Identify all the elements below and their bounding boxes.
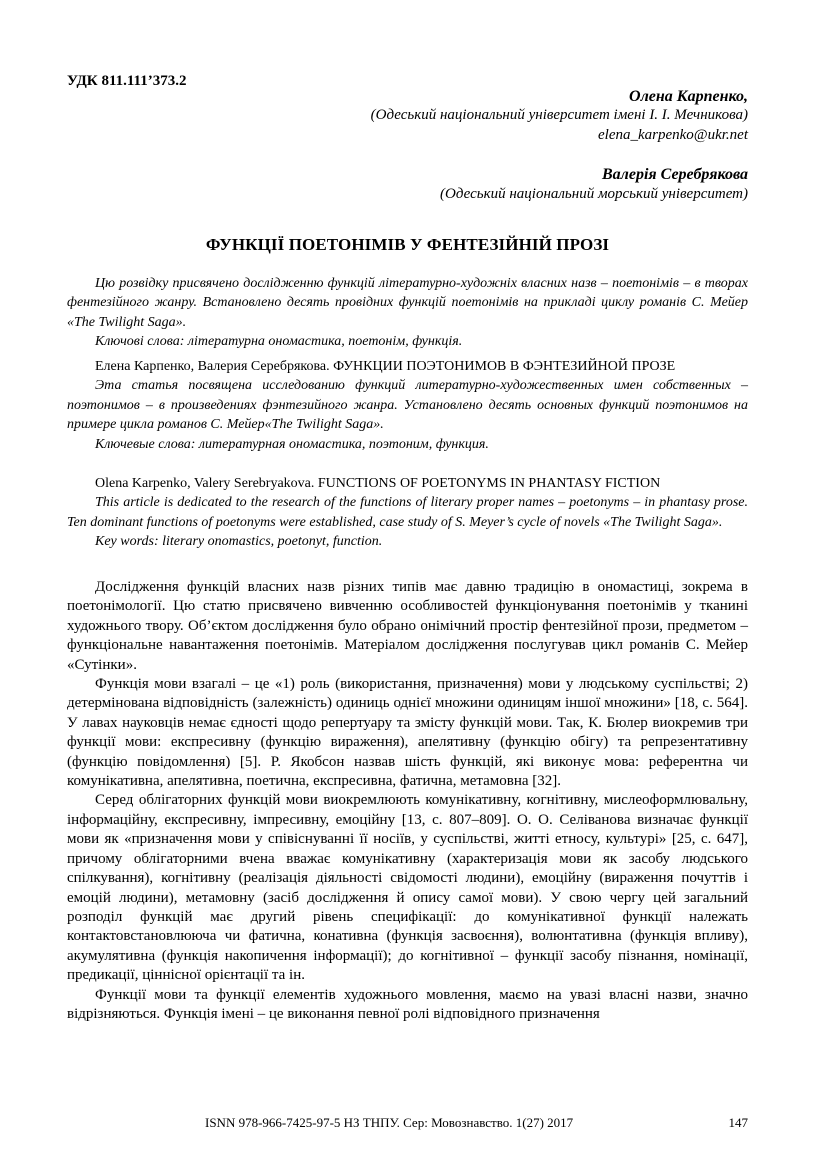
article-title: ФУНКЦІЇ ПОЕТОНІМІВ У ФЕНТЕЗІЙНІЙ ПРОЗІ	[205, 235, 610, 254]
abstract-heading: Елена Карпенко, Валерия Серебрякова. ФУНКЦИИ ПОЭТОНИМОВ В ФЭНТЕЗИЙНОЙ ПРОЗЕ	[95, 359, 676, 374]
abstract-heading: Olena Karpenko, Valery Serebryakova. FUNCTIONS OF POETONYMS IN PHANTASY FICTION	[95, 476, 661, 491]
body-paragraph: Функція мови взагалі – це «1) роль (використання, призначення) мови у людському суспільстві; 2) детермінована відповідність (залежність) одиниць однієї множини одиницям іншої множини» [18, с. 564]. У лавах науковців немає єдності щодо репертуару та змісту функцій мови. Так, К. Бюлер виокремив три функції мови: експресивну (функцію вираження), апелятивну (функцію обігу) та репрезентативну (функцію повідомлення) [5]. Р. Якобсон назвав шість функцій, які виконує мова: референтна чи комунікативна, апелятивна, поетична, експресивна, фатична, метамовна [32].	[67, 676, 748, 790]
keywords: Ключові слова: літературна ономастика, поетонім, функція.	[95, 334, 463, 350]
body-paragraph: Функції мови та функції елементів художнього мовлення, маємо на увазі власні назви, значно відрізняються. Функція імені – це виконання певної ролі відповідного призначення	[67, 986, 748, 1022]
author-affiliation: (Одеський національний університет імені І. І. Мечникова)	[370, 107, 748, 124]
author-name: Валерія Серебрякова	[602, 166, 748, 184]
abstract-text: Цю розвідку присвячено дослідженню функцій літературно-художніх власних назв – поетонімів – в творах фентезійного жанру. Встановлено десять провідних функцій поетонімів на прикладі циклу романів С. Мейер «The Twilight Saga».	[67, 276, 748, 330]
keywords: Key words: literary onomastics, poetonyt, function.	[95, 534, 383, 550]
article-body	[67, 578, 748, 1024]
abstract-text: Эта статья посвящена исследованию функций литературно-художественных имен собственных – поэтонимов – в произведениях фэнтезийного жанра. Установлено десять основных функций поэтонимов на примере цикла романов С. Мейер«The Twilight Saga».	[67, 378, 748, 433]
footer-issn: ISNN 978-966-7425-97-5 НЗ ТНПУ. Сер: Мовознавство. 1(27) 2017	[205, 1115, 574, 1130]
body-paragraph: Дослідження функцій власних назв різних типів має давню традицію в ономастиці, зокрема в поетонімології. Цю статю присвячено вивченню особливостей функціонування поетонімів у тканині художнього твору. Об’єктом дослідження було обрано онімічний простір фентезійної прози, предметом – функціональне навантаження поетонімів. Матеріалом дослідження послугував цикл романів С. Мейер «Сутінки».	[67, 579, 748, 673]
abstract-russian	[67, 357, 748, 454]
author-name: Олена Карпенко,	[629, 88, 748, 105]
page-number: 147	[728, 1115, 748, 1130]
author-affiliation: (Одеський національний морський університет)	[440, 185, 748, 202]
abstract-text: This article is dedicated to the research of the functions of literary proper names – poetonyms – in phantasy prose. Ten dominant functions of poetonyms were established, case study of S. Meyer’s cycle of novels «The Twilight Saga».	[67, 495, 748, 530]
keywords: Ключевые слова: литературная ономастика, поэтоним, функция.	[95, 436, 489, 452]
author-email: elena_karpenko@ukr.net	[598, 126, 748, 143]
abstract-english	[67, 474, 748, 552]
author-block	[240, 87, 748, 204]
udk-code: УДК 811.111’373.2	[67, 73, 187, 89]
abstract-ukrainian	[67, 274, 748, 352]
body-paragraph: Серед облігаторних функцій мови виокремлюють комунікативну, когнітивну, мислеоформлювальну, інформаційну, експресивну, імпресивну, емоційну [13, с. 807–809]. О. О. Селіванова визначає функції мови як «призначення мови у співіснуванні її носіїв, у суспільстві, житті етносу, культурі» [25, с. 647], причому облігаторними вчена вважає комунікативну (характеризація мови як засобу людського спілкування), когнітивну (реалізація діяльності свідомості людини), емоційну (вираження почуттів і емоцій людини), метамовну (засіб дослідження й опису самої мови). У свою чергу цей загальний розподіл функцій має другий рівень специфікації: до комунікативної функції належать контактовстановлююча чи фатична, конативна (функція засвоєння), волюнтативна (функція впливу), акумулятивна (функція накопичення інформації); до когнітивної – функції засобу пізнання, номінації, предикації, ціннісної орієнтації та ін.	[67, 792, 748, 984]
